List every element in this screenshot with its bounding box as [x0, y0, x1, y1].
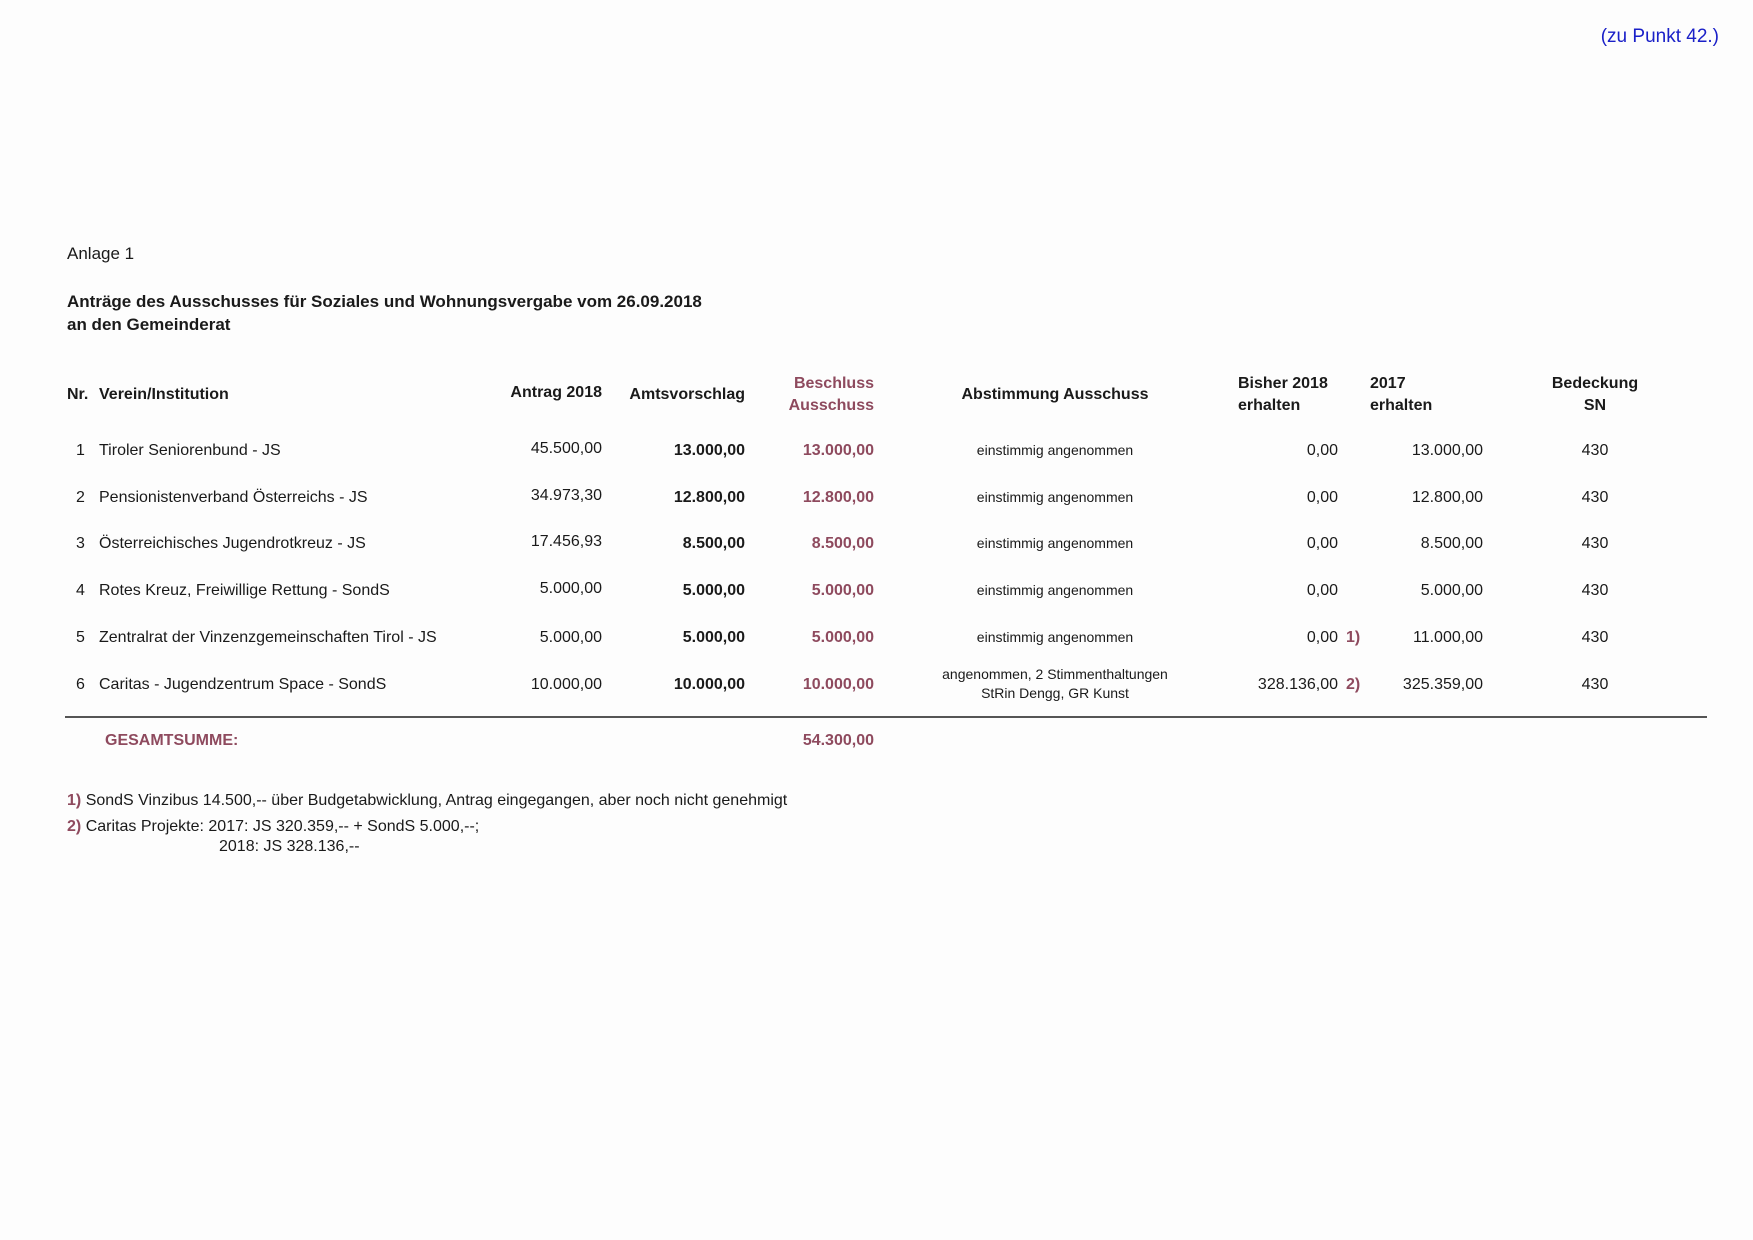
title-line-1: Anträge des Ausschusses für Soziales und Wohnungsvergabe vom 26.09.2018	[67, 292, 702, 311]
row-sn: 430	[1581, 535, 1609, 552]
footnote-2	[67, 817, 479, 837]
col-antrag: Antrag 2018	[510, 384, 602, 401]
col-2017-l2: erhalten	[1370, 397, 1433, 414]
table-row	[0, 487, 1753, 511]
row-bisher: 0,00	[1306, 442, 1338, 459]
col-bedeckung	[1520, 373, 1670, 417]
document-title	[67, 290, 702, 336]
col-institution: Verein/Institution	[99, 386, 229, 403]
row-vote-line1: einstimmig angenommen	[976, 582, 1134, 598]
title-line-2: an den Gemeinderat	[67, 315, 231, 334]
row-bisher: 328.136,00	[1257, 676, 1338, 693]
row-vote-line1: angenommen, 2 Stimmenthaltungen	[942, 666, 1168, 682]
col-nr: Nr.	[67, 386, 89, 403]
row-institution: Pensionistenverband Österreichs - JS	[99, 489, 368, 506]
row-bisher: 0,00	[1306, 582, 1338, 599]
row-vote	[900, 665, 1210, 703]
row-beschluss: 8.500,00	[811, 535, 874, 552]
footnote-2-marker: 2)	[67, 818, 82, 835]
table-row	[0, 533, 1753, 557]
row-antrag: 34.973,30	[530, 487, 602, 504]
footnote-2-text: Caritas Projekte: 2017: JS 320.359,-- + SondS 5.000,--;	[85, 818, 480, 835]
col-abstimmung: Abstimmung Ausschuss	[961, 386, 1149, 403]
row-beschluss: 10.000,00	[802, 676, 874, 693]
row-sn: 430	[1581, 676, 1609, 693]
row-antrag: 10.000,00	[530, 676, 602, 693]
row-vote	[900, 534, 1210, 553]
row-sn: 430	[1581, 489, 1609, 506]
row-institution: Rotes Kreuz, Freiwillige Rettung - SondS	[99, 582, 390, 599]
row-nr: 2	[76, 489, 85, 506]
row-bisher: 0,00	[1306, 489, 1338, 506]
col-beschluss	[750, 373, 874, 417]
row-vote	[900, 441, 1210, 460]
col-beschluss-l2: Ausschuss	[788, 397, 874, 414]
row-beschluss: 12.800,00	[802, 489, 874, 506]
row-nr: 4	[76, 582, 85, 599]
row-institution: Caritas - Jugendzentrum Space - SondS	[99, 676, 387, 693]
row-2017: 325.359,00	[1402, 676, 1483, 693]
row-vote-line2: StRin Dengg, GR Kunst	[981, 685, 1129, 701]
table-row	[0, 666, 1753, 701]
row-sn: 430	[1581, 629, 1609, 646]
row-vote	[900, 581, 1210, 600]
row-vote-line1: einstimmig angenommen	[976, 535, 1134, 551]
row-vote	[900, 488, 1210, 507]
col-bedeckung-l1: Bedeckung	[1551, 375, 1639, 392]
table-row	[0, 627, 1753, 651]
row-institution: Zentralrat der Vinzenzgemeinschaften Tirol - JS	[99, 629, 437, 646]
row-sn: 430	[1581, 442, 1609, 459]
footnote-2-continuation: 2018: JS 328.136,--	[219, 838, 360, 855]
row-amtsvorschlag: 5.000,00	[682, 629, 745, 646]
row-vote	[900, 628, 1210, 647]
row-institution: Österreichisches Jugendrotkreuz - JS	[99, 535, 366, 552]
row-2017: 11.000,00	[1413, 629, 1483, 646]
total-value: 54.300,00	[802, 732, 874, 749]
row-amtsvorschlag: 5.000,00	[682, 582, 745, 599]
footnote-1	[67, 791, 787, 811]
row-2017: 13.000,00	[1411, 442, 1483, 459]
col-2017	[1370, 373, 1432, 417]
table-row	[0, 440, 1753, 464]
row-beschluss: 13.000,00	[802, 442, 874, 459]
row-2017: 12.800,00	[1411, 489, 1483, 506]
col-bisher-l1: Bisher 2018	[1238, 375, 1328, 392]
annex-label: Anlage 1	[67, 244, 135, 263]
col-beschluss-l1: Beschluss	[793, 375, 874, 392]
row-vote-line1: einstimmig angenommen	[976, 489, 1134, 505]
row-sn: 430	[1581, 582, 1609, 599]
row-antrag: 5.000,00	[539, 580, 602, 597]
table-row	[0, 580, 1753, 604]
total-label: GESAMTSUMME:	[105, 732, 239, 749]
footnote-marker-2: 2)	[1346, 676, 1361, 693]
row-vote-line1: einstimmig angenommen	[976, 442, 1134, 458]
col-2017-l1: 2017	[1370, 375, 1406, 392]
row-antrag: 45.500,00	[530, 440, 602, 457]
row-nr: 1	[76, 442, 85, 459]
row-amtsvorschlag: 13.000,00	[673, 442, 745, 459]
row-amtsvorschlag: 10.000,00	[673, 676, 745, 693]
row-amtsvorschlag: 12.800,00	[673, 489, 745, 506]
col-bisher-l2: erhalten	[1238, 397, 1301, 414]
row-vote-line1: einstimmig angenommen	[976, 629, 1134, 645]
row-2017: 8.500,00	[1420, 535, 1483, 552]
col-amtsvorschlag: Amtsvorschlag	[629, 386, 745, 403]
row-bisher: 0,00	[1306, 535, 1338, 552]
footnote-marker-1: 1)	[1346, 629, 1361, 646]
row-bisher: 0,00	[1306, 629, 1338, 646]
footnote-1-marker: 1)	[67, 792, 82, 809]
col-bedeckung-l2: SN	[1583, 397, 1607, 414]
footnote-1-text: SondS Vinzibus 14.500,-- über Budgetabwicklung, Antrag eingegangen, aber noch nicht genehmigt	[85, 792, 788, 809]
row-2017: 5.000,00	[1420, 582, 1483, 599]
row-nr: 5	[76, 629, 85, 646]
row-beschluss: 5.000,00	[811, 582, 874, 599]
reference-note: (zu Punkt 42.)	[1600, 26, 1719, 47]
row-nr: 6	[76, 676, 85, 693]
row-nr: 3	[76, 535, 85, 552]
row-amtsvorschlag: 8.500,00	[682, 535, 745, 552]
col-bisher	[1238, 373, 1328, 417]
row-institution: Tiroler Seniorenbund - JS	[99, 442, 281, 459]
table-divider	[65, 716, 1707, 718]
row-beschluss: 5.000,00	[811, 629, 874, 646]
row-antrag: 17.456,93	[530, 533, 602, 550]
row-antrag: 5.000,00	[539, 629, 602, 646]
